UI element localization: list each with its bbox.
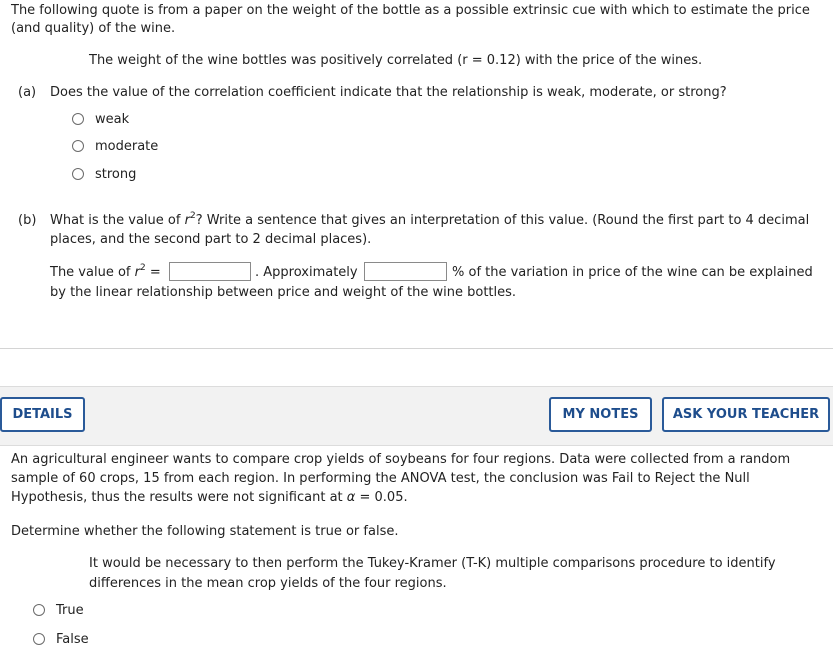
option-true-label: True bbox=[56, 603, 84, 618]
q2-statement-line2: differences in the mean crop yields of the four regions. bbox=[89, 576, 447, 591]
radio-weak[interactable] bbox=[72, 113, 84, 125]
percent-variation-input[interactable] bbox=[364, 262, 447, 281]
q1-intro-line1: The following quote is from a paper on the weight of the bottle as a possible extrinsic cue with which to estimate the price bbox=[11, 3, 810, 18]
radio-false[interactable] bbox=[33, 633, 45, 645]
q1-intro-line2: (and quality) of the wine. bbox=[11, 21, 176, 36]
option-moderate-label: moderate bbox=[95, 139, 159, 154]
q2-intro-line1: An agricultural engineer wants to compare crop yields of soybeans for four regions. Data were collected from a random bbox=[11, 452, 791, 467]
part-b-answer-line2: by the linear relationship between price and weight of the wine bottles. bbox=[50, 285, 517, 300]
details-button[interactable]: DETAILS bbox=[0, 397, 85, 432]
part-b-label: (b) bbox=[18, 213, 37, 228]
q1-quote: The weight of the wine bottles was positively correlated (r = 0.12) with the price of the wines. bbox=[89, 53, 703, 68]
option-weak-label: weak bbox=[95, 112, 130, 127]
part-b-answer-prefix: The value of $r^2$ = bbox=[50, 263, 161, 280]
option-false-label: False bbox=[56, 632, 89, 647]
part-b-answer-mid: . Approximately bbox=[255, 265, 358, 280]
ask-your-teacher-button[interactable]: ASK YOUR TEACHER bbox=[662, 397, 830, 432]
q2-intro-line2: sample of 60 crops, 15 from each region. In performing the ANOVA test, the conclusion was Fail to Reject the Null bbox=[11, 471, 750, 486]
option-strong-label: strong bbox=[95, 167, 137, 182]
radio-strong[interactable] bbox=[72, 168, 84, 180]
part-a-label: (a) bbox=[18, 85, 37, 100]
part-b-question-line2: places, and the second part to 2 decimal places). bbox=[50, 232, 372, 247]
part-a-question: Does the value of the correlation coefficient indicate that the relationship is weak, moderate, or strong? bbox=[50, 85, 727, 100]
r-squared-input[interactable] bbox=[169, 262, 251, 281]
part-b-answer-post: % of the variation in price of the wine can be explained bbox=[452, 265, 813, 280]
part-b-question: What is the value of $r^2$? Write a sentence that gives an interpretation of this value. (Round the first part to 4 decimal bbox=[50, 211, 810, 228]
radio-moderate[interactable] bbox=[72, 140, 84, 152]
q2-intro-line3: Hypothesis, thus the results were not significant at α = 0.05. bbox=[11, 490, 408, 505]
q2-statement-line1: It would be necessary to then perform the Tukey-Kramer (T-K) multiple comparisons procedure to identify bbox=[89, 556, 776, 571]
my-notes-button[interactable]: MY NOTES bbox=[549, 397, 652, 432]
q2-prompt: Determine whether the following statement is true or false. bbox=[11, 524, 399, 539]
section-divider bbox=[0, 348, 833, 349]
radio-true[interactable] bbox=[33, 604, 45, 616]
